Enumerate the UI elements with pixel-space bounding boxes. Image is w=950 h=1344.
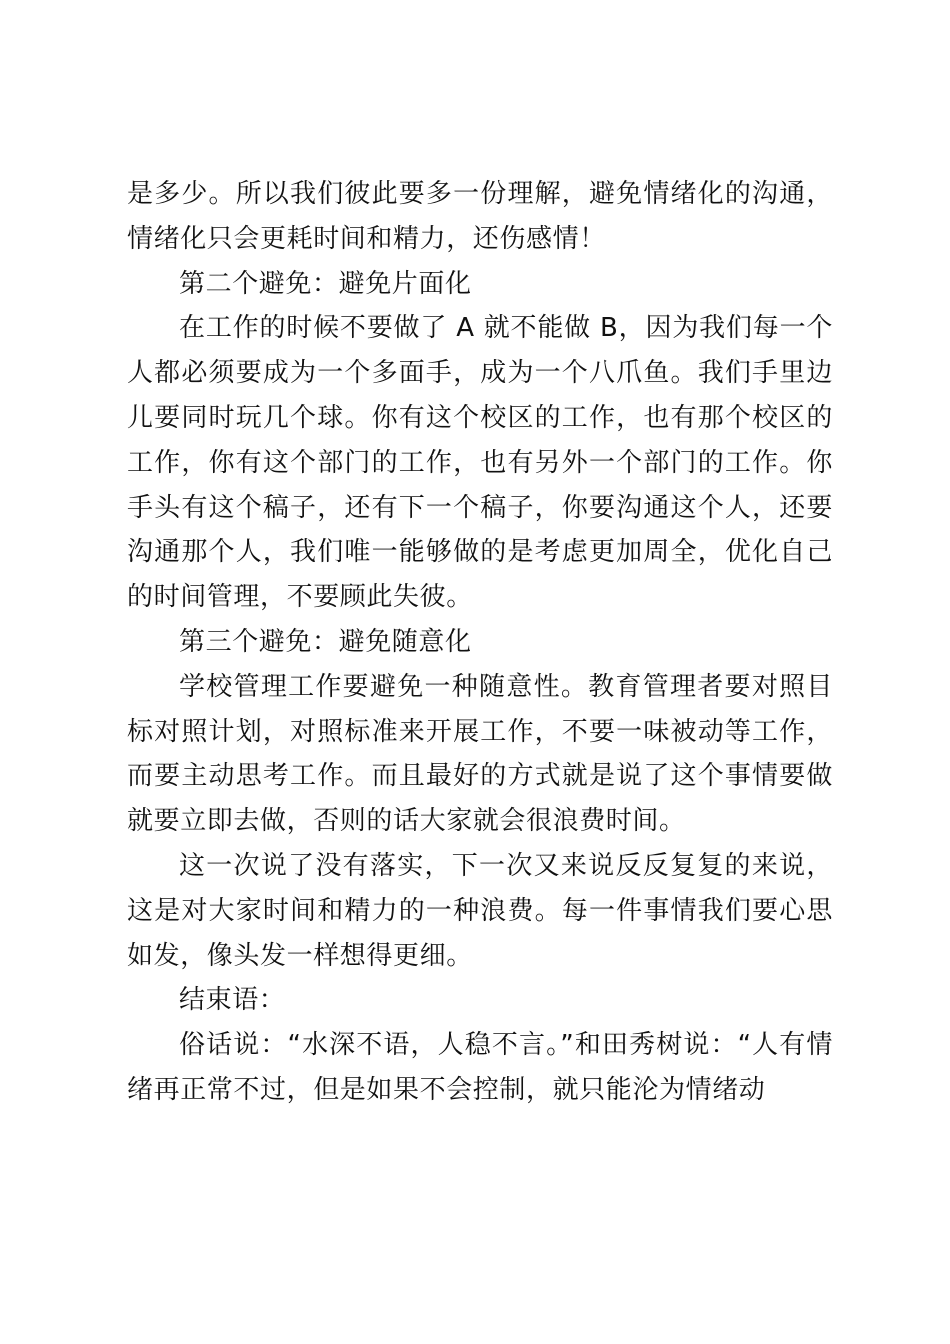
section-heading-second-avoid: 第二个避免：避免片面化 <box>179 268 472 299</box>
paragraph-third-avoid-followup: 这一次说了没有落实，下一次又来说反反复复的来说，这是对大家时间和精力的一种浪费。每一件事情我们要心思如发，像头发一样想得更细。 <box>127 850 833 971</box>
section-heading-third-avoid: 第三个避免：避免随意化 <box>179 626 472 657</box>
paragraph-continued: 是多少。所以我们彼此要多一份理解，避免情绪化的沟通，情绪化只会更耗时间和精力，还伤感情！ <box>127 179 833 254</box>
paragraph-conclusion-body: 俗话说：“水深不语，人稳不言。”和田秀树说：“人有情绪再正常不过，但是如果不会控制，就只能沦为情绪动 <box>127 1030 833 1105</box>
paragraph-third-avoid-body: 学校管理工作要避免一种随意性。教育管理者要对照目标对照计划，对照标准来开展工作，不要一味被动等工作，而要主动思考工作。而且最好的方式就是说了这个事情要做就要立即去做，否则的话大家就会很浪费时间。 <box>127 671 833 837</box>
document-body <box>127 172 833 1113</box>
section-heading-conclusion: 结束语： <box>179 985 286 1016</box>
paragraph-second-avoid-body: 在工作的时候不要做了 A 就不能做 B，因为我们每一个人都必须要成为一个多面手，成为一个八爪鱼。我们手里边儿要同时玩几个球。你有这个校区的工作，也有那个校区的工作，你有这个部门的工作，也有另外一个部门的工作。你手头有这个稿子，还有下一个稿子，你要沟通这个人，还要沟通那个人，我们唯一能够做的是考虑更加周全，优化自己的时间管理，不要顾此失彼。 <box>127 313 833 613</box>
